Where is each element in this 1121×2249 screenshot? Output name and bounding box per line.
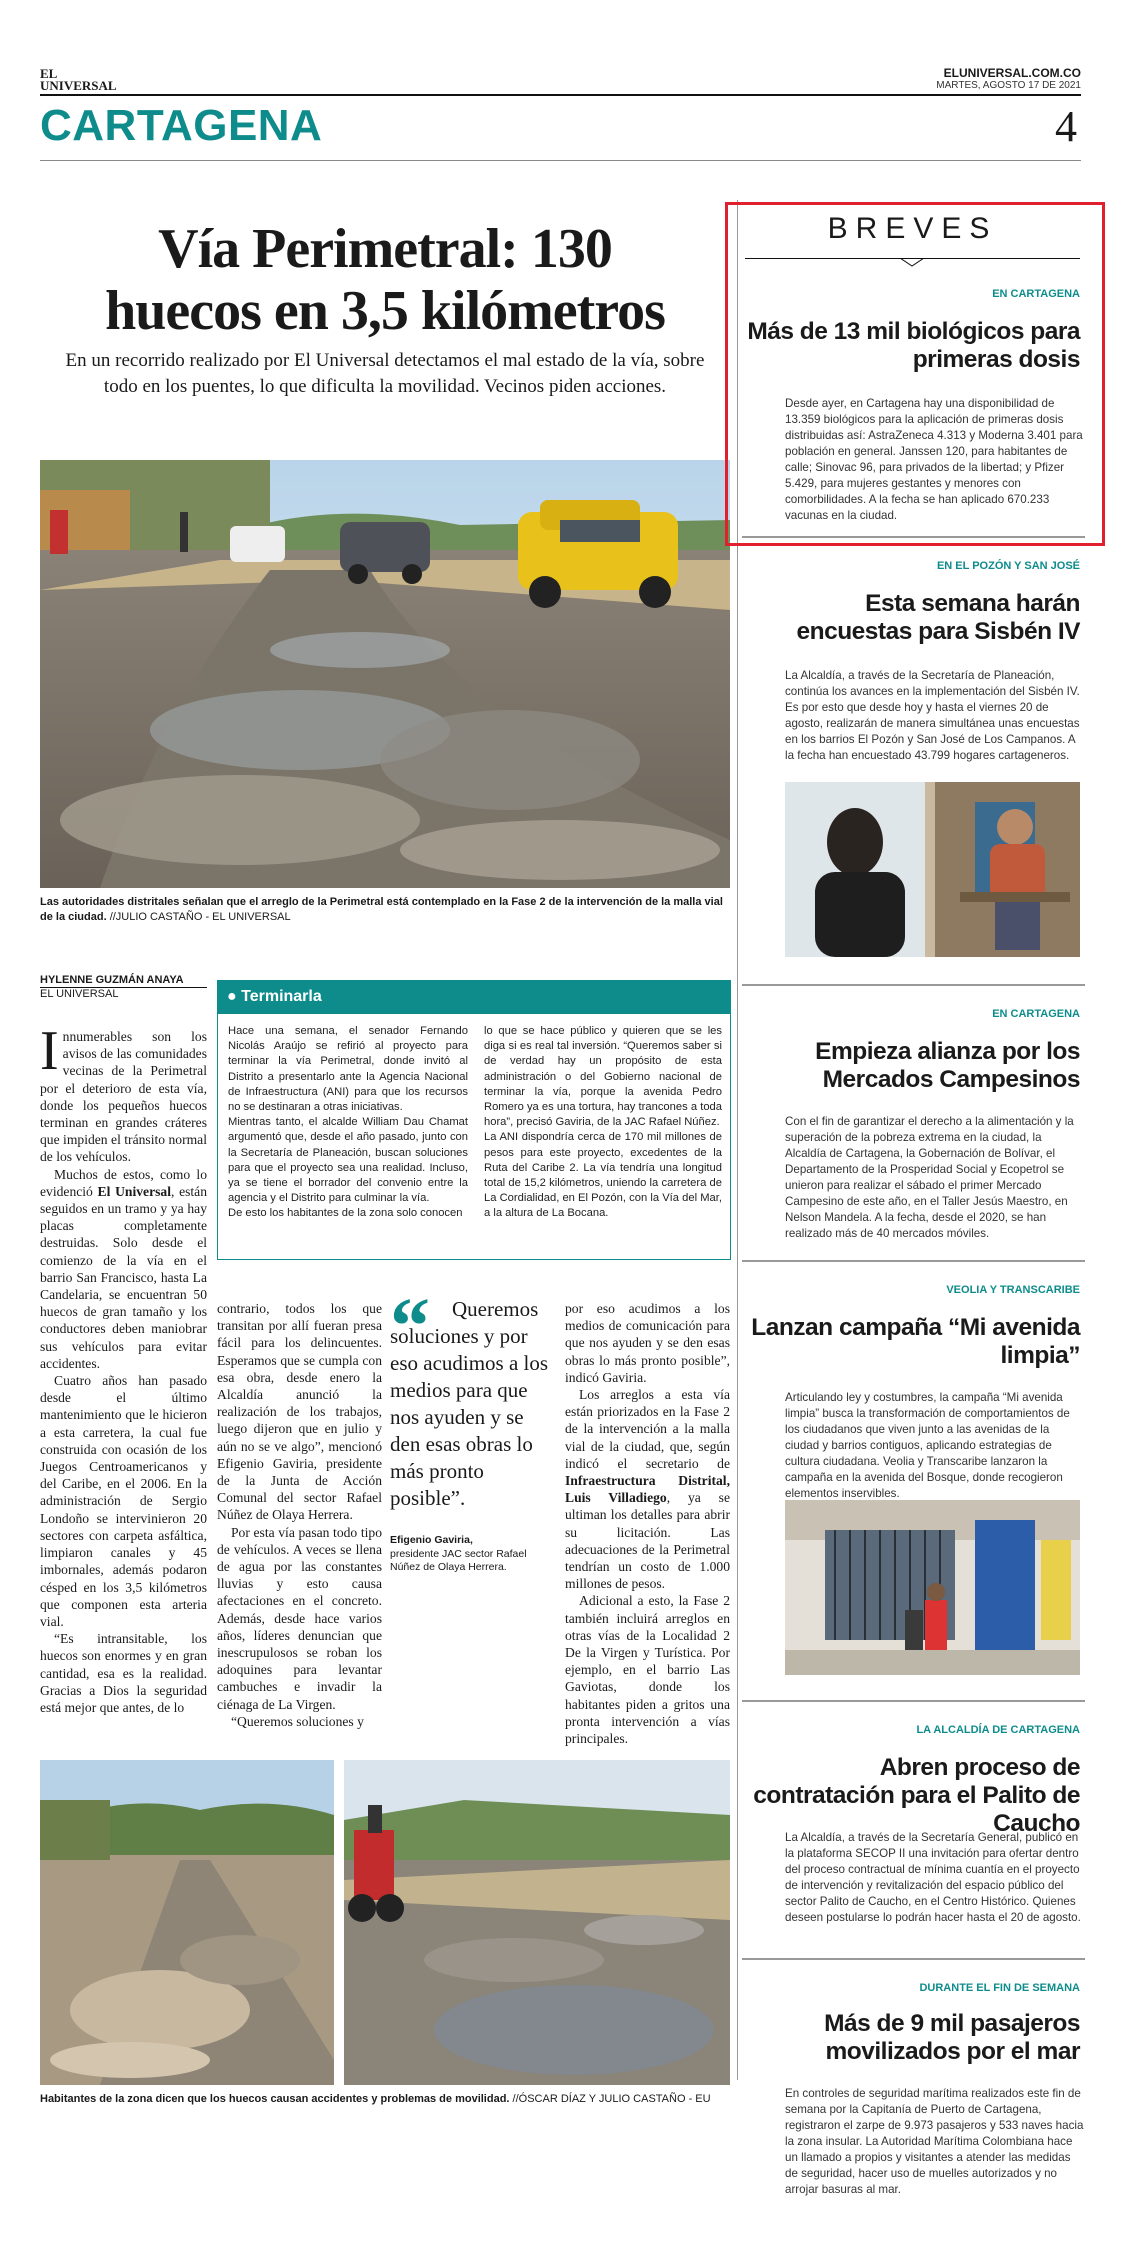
article-column-1	[40, 1020, 207, 1716]
byline-name: HYLENNE GUZMÁN ANAYA	[40, 974, 184, 986]
column-1-paragraph-2-bold: El Universal	[97, 1183, 171, 1199]
article-column-2	[217, 1300, 382, 1730]
road-photo-main	[40, 460, 730, 888]
column-1-paragraph-2-part-2: , están seguidos en un tramo y ya hay placas completamente destruidas. Solo desde el comienzo de la vía en el barrio San Francisco, hasta La Candelaria, se encuentran 50 huecos de gran tamaño y los conductores deben maniobrar sus vehículos para evitar accidentes.	[40, 1183, 207, 1371]
brief-3-headline: Empieza alianza por los Mercados Campesinos	[815, 1038, 1080, 1093]
page-number: 4	[1055, 102, 1077, 151]
logo-line-2: UNIVERSAL	[40, 78, 117, 93]
brief-2-body: La Alcaldía, a través de la Secretaría de Planeación, continúa los avances en la implementación del Sisbén IV. Es por esto que desde hoy y hasta el viernes 20 de agosto, realizarán de manera simultánea unas encuestas en los barrios El Pozón y San José de Los Campanos. A la fecha han encuestado 43.799 hogares cartageneros.	[785, 669, 1080, 762]
section-rule	[40, 160, 1081, 161]
road-photo-left	[40, 1760, 334, 2085]
issue-date: MARTES, AGOSTO 17 DE 2021	[936, 80, 1081, 91]
brief-2-photo	[785, 782, 1080, 957]
breves-title: BREVES	[827, 212, 998, 245]
brief-6-kicker: DURANTE EL FIN DE SEMANA	[919, 1982, 1080, 1994]
column-1-paragraph-3: Cuatro años han pasado desde el último mantenimiento que le hicieron a esta carretera, la cual fue construida con ocasión de los Juegos Centroamericanos y del Caribe, en el 2006. En la administración de Sergio Londoño se intervinieron 20 sectores con carpeta asfáltica, limpiaron canales y 45 imbornales, además podaron césped en los 3,5 kilómetros que componen esta arteria vial.	[40, 1373, 207, 1629]
brief-6-headline: Más de 9 mil pasajeros movilizados por el mar	[824, 2010, 1080, 2065]
column-4-paragraph-2	[565, 1386, 730, 1592]
brief-2-photo-image	[785, 782, 1080, 957]
terminarla-title: Terminarla	[241, 988, 322, 1005]
road-photo-right-image	[344, 1760, 730, 2085]
column-4-paragraph-2-bold: Infraestructura Distrital, Luis Villadiego	[565, 1473, 730, 1506]
terminarla-bullet-icon: ●	[227, 988, 237, 1005]
column-4-paragraph-1: por eso acudimos a los medios de comunicación para que nos ayuden y se den esas obras lo más pronto posible”, indicó Gaviria.	[565, 1301, 730, 1385]
article-column-4	[565, 1300, 730, 1747]
brief-separator-5	[742, 1958, 1085, 1960]
highlight-box	[725, 202, 1105, 546]
photo-2-caption-text: Habitantes de la zona dicen que los huecos causan accidentes y problemas de movilidad.	[40, 2093, 510, 2105]
terminarla-column-left: Hace una semana, el senador Fernando Nicolás Araújo se refirió al proyecto para terminar la vía Perimetral, donde invitó al Distrito a presentarlo ante la Agencia Nacional de Infraestructura (ANI) para que los recursos no se destinaran a otras iniciativas. Mientras tanto, el alcalde William Dau Chamat argumentó que, desde el año pasado, junto con la Secretaría de Planeación, buscan soluciones para que el proyecto sea una realidad. Incluso, ya se tiene el borrador del convenio entre la agencia y el Distrito para culminar la vía. De esto los habitantes de la zona solo conocen	[228, 1025, 468, 1220]
brief-4-headline: Lanzan campaña “Mi avenida limpia”	[751, 1314, 1080, 1369]
road-photo-right	[344, 1760, 730, 2085]
pull-quote: Queremos soluciones y por eso acudimos a los medios para que nos ayuden y se den esas obras lo más pronto posible”.	[390, 1297, 549, 1510]
photo-1-credit: //JULIO CASTAÑO - EL UNIVERSAL	[106, 911, 291, 923]
logo-line-1: EL	[40, 66, 58, 81]
newspaper-logo	[40, 68, 117, 92]
headline-line-1: Vía Perimetral: 130	[158, 218, 612, 280]
brief-5-body: La Alcaldía, a través de la Secretaría General, publicó en la plataforma SECOP II una invitación para ofertar dentro del proceso contractual de mínima cuantía en el proyecto de intervención y revitalización del espacio público del sector Palito de Caucho, en el Centro Histórico. Quienes deseen postularse lo podrán hacer hasta el 20 de agosto.	[785, 1831, 1081, 1924]
brief-4-kicker: VEOLIA Y TRANSCARIBE	[946, 1284, 1080, 1296]
column-1-paragraph-4: “Es intransitable, los huecos son enormes y en gran cantidad, esa es la realidad. Gracias a Dios la seguridad está mejor que antes, de lo	[40, 1631, 207, 1715]
headline-line-2: huecos en 3,5 kilómetros	[105, 280, 665, 342]
brief-1-kicker: EN CARTAGENA	[992, 288, 1080, 300]
quote-mark-icon: “	[390, 1283, 430, 1371]
brief-6-body: En controles de seguridad marítima realizados este fin de semana por la Capitanía de Puerto de Cartagena, registraron el zarpe de 9.973 pasajeros y 533 naves hacia la zona insular. La Autoridad Marítima Colombiana hace un llamado a propios y visitantes a atender las medidas de seguridad, hacer uso de muelles autorizados y no arrojar basuras al mar.	[785, 2087, 1084, 2196]
photo-1-caption	[40, 895, 730, 925]
photo-1-caption-text: Las autoridades distritales señalan que el arreglo de la Perimetral está contemplado en la Fase 2 de la intervención de la malla vial de la ciudad.	[40, 896, 723, 923]
column-4-paragraph-2-part-2: , ya se ultiman los detalles para abrir su licitación. Las adecuaciones de la Perimetral tendrían un costo de 1.000 millones de pesos.	[565, 1490, 730, 1592]
brief-5-kicker: LA ALCALDÍA DE CARTAGENA	[916, 1724, 1080, 1736]
brief-5-headline: Abren proceso de contratación para el Palito de Caucho	[753, 1754, 1080, 1837]
terminarla-column-right: lo que se hace público y quieren que se les diga si es real tal inversión. “Queremos saber si de verdad hay un propósito de esta administración o del Gobierno nacional de terminar la vía, porque la avenida Pedro Romero ya es una tortura, hay trancones a toda hora”, precisó Gaviria, de la JAC Rafael Núñez. La ANI dispondría cerca de 170 mil millones de pesos para este proyecto, excedentes de la Ruta del Caribe 2. La vía tendría una longitud total de 15,2 kilómetros, uniendo la carretera de La Cordialidad, en El Pozón, con la Vía del Mar, a la altura de La Bocana.	[484, 1025, 722, 1220]
quote-role: presidente JAC sector Rafael Núñez de Olaya Herrera.	[390, 1548, 527, 1573]
brief-separator-1	[742, 536, 1085, 538]
column-1-paragraph-2-part-1: Muchos de estos, como lo evidenció	[40, 1166, 207, 1199]
column-2-paragraph-1: contrario, todos los que transitan por allí fueran presa fácil para los delincuentes. Esperamos que se cumpla con esa obra, desde enero la Alcaldía anunció la realización de los trabajos, luego dijeron que en julio y aún no se ve algo”, mencionó Efigenio Gaviria, presidente de la Junta de Acción Comunal del sector Rafael Núñez de Olaya Herrera.	[217, 1301, 382, 1523]
brief-2-headline: Esta semana harán encuestas para Sisbén IV	[796, 590, 1080, 645]
column-1-paragraph-1	[40, 1020, 207, 1166]
photo-2-credit: //ÓSCAR DÍAZ Y JULIO CASTAÑO - EU	[509, 2093, 711, 2105]
road-photo-main-image	[40, 460, 730, 888]
road-photo-left-image	[40, 1760, 334, 2085]
terminarla-header	[217, 980, 731, 1014]
section-title: CARTAGENA	[40, 101, 323, 150]
column-1-paragraph-2	[40, 1166, 207, 1372]
photo-2-caption	[40, 2092, 730, 2107]
drop-cap: I	[40, 1020, 59, 1082]
brief-3-body: Con el fin de garantizar el derecho a la alimentación y la superación de la pobreza extrema en la ciudad, la Alcaldía de Cartagena, la Gobernación de Bolívar, el Departamento de la Prosperidad Social y Ecopetrol se unieron para realizar el sábado el primer Mercado Campesino de este año, en el Taller Jesús Maestro, en Nelson Mandela. A la fecha, desde el 2020, se han realizado más de 40 mercados móviles.	[785, 1115, 1074, 1240]
brief-4-body: Articulando ley y costumbres, la campaña “Mi avenida limpia” busca la transformación de comportamientos de los ciudadanos que viven junto a las avenidas de la ciudad y barrios contiguos, aplicando estrategias de cultura ciudadana. Veolia y Transcaribe lanzaron la campaña en la avenida del Bosque, donde recogieron elementos inservibles.	[785, 1391, 1070, 1500]
brief-4-photo-image	[785, 1500, 1080, 1675]
brief-separator-3	[742, 1260, 1085, 1262]
column-2-paragraph-3: “Queremos soluciones y	[231, 1713, 364, 1729]
column-1-paragraph-1-text: nnumerables son los avisos de las comunidades vecinas de la Perimetral por el deterioro de esta vía, donde los pequeños huecos terminan en grandes cráteres que impiden el tránsito normal de los vehículos.	[40, 1029, 207, 1165]
column-4-paragraph-3: Adicional a esto, la Fase 2 también incluirá arreglos en otras vías de la Localidad 2 De la Virgen y Turística. Por ejemplo, en el barrio Las Gaviotas, donde los habitantes piden a gritos una pronta intervención a vías principales.	[565, 1593, 730, 1747]
brief-3-kicker: EN CARTAGENA	[992, 1008, 1080, 1020]
brief-1-headline: Más de 13 mil biológicos para primeras dosis	[747, 318, 1080, 373]
quote-author: Efigenio Gaviria,	[390, 1534, 473, 1546]
brief-4-photo	[785, 1500, 1080, 1675]
byline-org: EL UNIVERSAL	[40, 988, 119, 1000]
site-url[interactable]: ELUNIVERSAL.COM.CO	[943, 66, 1081, 80]
brief-separator-4	[742, 1700, 1085, 1702]
column-2-paragraph-2: Por esta vía pasan todo tipo de vehículos. A veces se llena de agua por las constantes lluvias y esto causa afectaciones en el concreto. Además, desde hace varios años, líderes denuncian que inescrupulosos se roban los adoquines para levantar cambuches e invadir la ciénaga de La Virgen.	[217, 1524, 382, 1712]
brief-2-kicker: EN EL POZÓN Y SAN JOSÉ	[936, 560, 1080, 572]
main-headline	[40, 218, 730, 342]
top-rule	[40, 94, 1081, 96]
column-4-paragraph-2-part-1: Los arreglos a esta vía están priorizados en la Fase 2 de la intervención a la malla vial de la ciudad, que, según indicó el secretario de	[565, 1387, 730, 1471]
brief-separator-2	[742, 984, 1085, 986]
standfirst: En un recorrido realizado por El Universal detectamos el mal estado de la vía, sobre todo en los puentes, lo que dificulta la movilidad. Vecinos piden acciones.	[65, 350, 705, 397]
brief-1-body: Desde ayer, en Cartagena hay una disponibilidad de 13.359 biológicos para la aplicación de primeras dosis distribuidas así: AstraZeneca 4.313 y Moderna 3.401 para población en general. Janssen 120, para habitantes de calle; Sinovac 96, para privados de la libertad; y Pfizer 5.429, para mujeres gestantes y menores con comorbilidades. A la fecha se han aplicado 670.233 vacunas en la ciudad.	[785, 397, 1083, 522]
